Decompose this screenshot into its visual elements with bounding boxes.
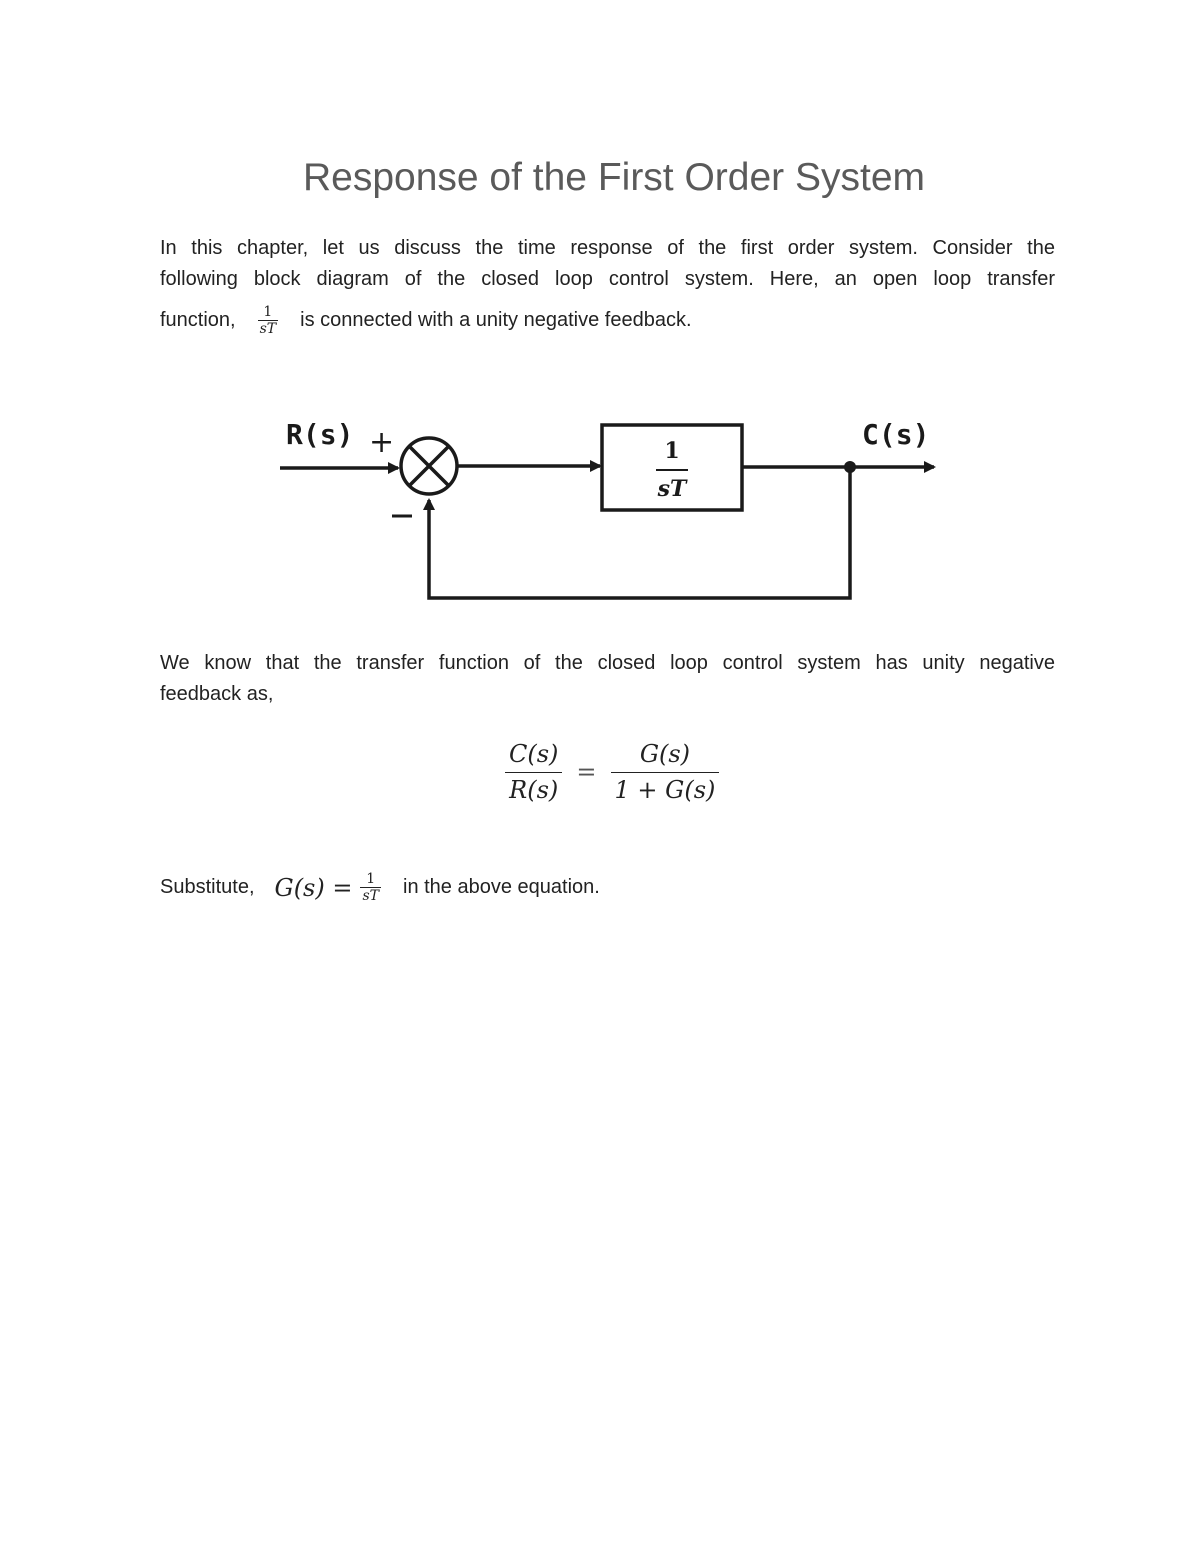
block-denominator: sT bbox=[657, 476, 687, 502]
substitute-suffix: in the above equation. bbox=[403, 876, 600, 898]
equation-lhs-denominator: R(s) bbox=[509, 775, 559, 804]
substitute-line bbox=[160, 872, 600, 903]
block-numerator: 1 bbox=[664, 438, 680, 464]
closed-loop-equation bbox=[505, 740, 719, 805]
substitute-fraction bbox=[360, 872, 381, 903]
para2-line-1: We know that the transfer function of the closed loop control system has unity negative bbox=[160, 652, 1055, 674]
substitute-prefix: Substitute, bbox=[160, 876, 255, 898]
substitute-math-lhs-text: G(s) = bbox=[274, 873, 353, 902]
input-label: R(s) bbox=[286, 418, 354, 451]
substitute-math-lhs bbox=[275, 874, 353, 902]
equation-lhs bbox=[505, 740, 562, 805]
block-diagram bbox=[0, 400, 1200, 620]
intro-line-2: following block diagram of the closed loop control system. Here, an open loop transfer bbox=[160, 268, 1055, 290]
para2-line-2: feedback as, bbox=[160, 683, 274, 705]
equation-lhs-bar bbox=[505, 772, 562, 773]
inline-transfer-function bbox=[258, 305, 279, 336]
equation-rhs-bar bbox=[611, 772, 720, 773]
inline-tf-denominator: sT bbox=[259, 321, 277, 337]
plus-sign: + bbox=[369, 425, 395, 460]
equation-lhs-numerator: C(s) bbox=[509, 740, 559, 768]
intro-line-3 bbox=[160, 305, 692, 336]
intro-line-3-prefix: function, bbox=[160, 309, 236, 331]
intro-paragraph bbox=[160, 233, 1055, 295]
inline-tf-numerator: 1 bbox=[263, 304, 273, 320]
equation-rhs bbox=[611, 740, 720, 805]
paragraph-2 bbox=[160, 648, 1055, 710]
page-title: Response of the First Order System bbox=[302, 156, 926, 199]
intro-line-1: In this chapter, let us discuss the time response of the first order system. Consider the bbox=[160, 237, 1055, 259]
equation-rhs-numerator: G(s) bbox=[639, 740, 691, 768]
output-label: C(s) bbox=[862, 418, 930, 451]
equation-equals: = bbox=[576, 758, 597, 787]
intro-line-3-suffix: is connected with a unity negative feedback. bbox=[300, 309, 692, 331]
summing-junction bbox=[401, 438, 457, 494]
substitute-frac-denominator: sT bbox=[362, 888, 379, 904]
substitute-frac-numerator: 1 bbox=[366, 871, 376, 887]
equation-rhs-denominator: 1 + G(s) bbox=[614, 775, 716, 804]
